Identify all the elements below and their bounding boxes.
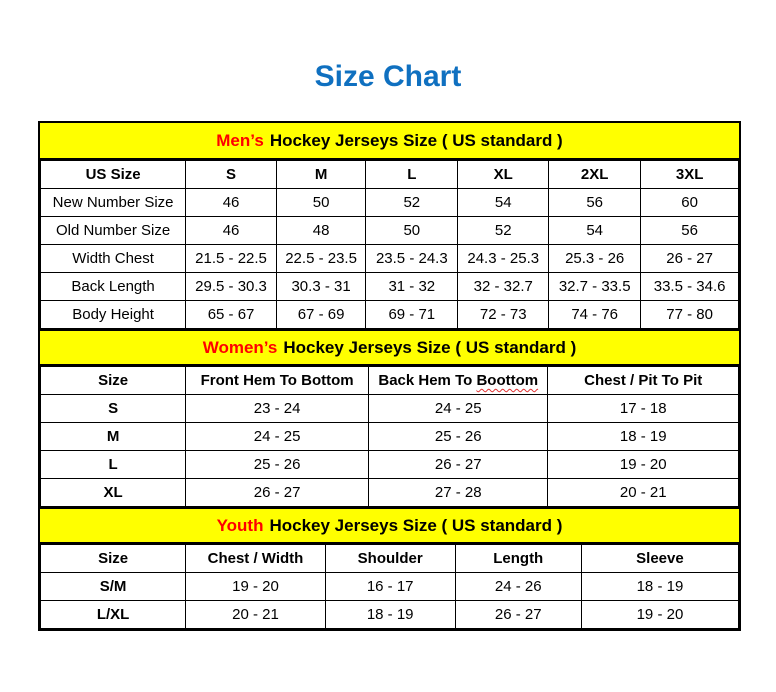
size-value: 23.5 - 24.3 (366, 245, 458, 273)
size-value: 50 (276, 189, 365, 217)
table-row (41, 601, 739, 629)
size-value: 19 - 20 (581, 601, 738, 629)
size-value: 29.5 - 30.3 (186, 273, 277, 301)
size-value: 23 - 24 (186, 395, 369, 423)
row-label: S/M (41, 573, 186, 601)
mens-column-header (366, 161, 458, 189)
youth-column-header (581, 545, 738, 573)
size-value: 25.3 - 26 (549, 245, 641, 273)
size-value: 26 - 27 (455, 601, 581, 629)
table-row (41, 245, 739, 273)
mens-column-header (641, 161, 739, 189)
column-header-label: Size (98, 550, 129, 567)
table-row (41, 189, 739, 217)
row-label: Old Number Size (41, 217, 186, 245)
column-header-label: XL (493, 166, 513, 183)
size-value: 21.5 - 22.5 (186, 245, 277, 273)
row-label: Width Chest (41, 245, 186, 273)
size-chart (38, 121, 741, 631)
size-value: 65 - 67 (186, 301, 277, 329)
size-value: 25 - 26 (369, 423, 548, 451)
size-value: 26 - 27 (369, 451, 548, 479)
table-row (41, 423, 739, 451)
size-value: 54 (549, 217, 641, 245)
youth-column-header (186, 545, 326, 573)
column-header-label: US Size (85, 166, 141, 183)
size-value: 72 - 73 (458, 301, 549, 329)
size-value: 54 (458, 189, 549, 217)
row-label: New Number Size (41, 189, 186, 217)
column-header-label: M (314, 166, 328, 183)
section-band-mens (40, 123, 739, 160)
row-label: L/XL (41, 601, 186, 629)
size-value: 56 (641, 217, 739, 245)
mens-column-header (41, 161, 186, 189)
size-value: 24.3 - 25.3 (458, 245, 549, 273)
table-row (41, 301, 739, 329)
size-value: 52 (366, 189, 458, 217)
youth-size-table (40, 544, 739, 629)
size-value: 16 - 17 (325, 573, 455, 601)
size-value: 18 - 19 (325, 601, 455, 629)
column-header-label: Front Hem To Bottom (200, 372, 354, 389)
column-header-label: Sleeve (636, 550, 684, 567)
size-value: 18 - 19 (548, 423, 739, 451)
size-value: 17 - 18 (548, 395, 739, 423)
column-header-label: 3XL (675, 166, 704, 183)
youth-column-header (325, 545, 455, 573)
column-header-label: S (226, 166, 237, 183)
size-value: 46 (186, 217, 277, 245)
size-value: 24 - 25 (369, 395, 548, 423)
size-value: 24 - 26 (455, 573, 581, 601)
column-header-label: Size (98, 372, 129, 389)
section-band-youth (40, 507, 739, 544)
size-value: 32.7 - 33.5 (549, 273, 641, 301)
size-value: 26 - 27 (186, 479, 369, 507)
column-header-label: L (407, 166, 417, 183)
column-header-label: 2XL (580, 166, 609, 183)
size-value: 25 - 26 (186, 451, 369, 479)
mens-column-header (186, 161, 277, 189)
size-value: 69 - 71 (366, 301, 458, 329)
size-value: 18 - 19 (581, 573, 738, 601)
size-value: 27 - 28 (369, 479, 548, 507)
youth-header-row (41, 545, 739, 573)
table-row (41, 573, 739, 601)
size-value: 31 - 32 (366, 273, 458, 301)
column-header-label: Back Hem To (378, 372, 477, 389)
size-value: 46 (186, 189, 277, 217)
womens-column-header (548, 367, 739, 395)
size-value: 48 (276, 217, 365, 245)
table-row (41, 395, 739, 423)
row-label: M (41, 423, 186, 451)
womens-column-header (369, 367, 548, 395)
table-row (41, 273, 739, 301)
misspelled-word: Boottom (476, 372, 539, 389)
band-text-youth: Hockey Jerseys Size ( US standard ) (269, 515, 563, 535)
row-label: Body Height (41, 301, 186, 329)
womens-header-row (41, 367, 739, 395)
size-value: 67 - 69 (276, 301, 365, 329)
band-highlight-womens: Women’s (202, 337, 278, 357)
size-value: 33.5 - 34.6 (641, 273, 739, 301)
column-header-label: Chest / Width (207, 550, 304, 567)
size-value: 77 - 80 (641, 301, 739, 329)
size-value: 19 - 20 (186, 573, 326, 601)
table-row (41, 451, 739, 479)
row-label: S (41, 395, 186, 423)
mens-column-header (276, 161, 365, 189)
size-value: 22.5 - 23.5 (276, 245, 365, 273)
womens-column-header (186, 367, 369, 395)
page-title: Size Chart (314, 60, 462, 93)
size-value: 30.3 - 31 (276, 273, 365, 301)
size-value: 32 - 32.7 (458, 273, 549, 301)
column-header-label: Length (493, 550, 544, 567)
size-value: 60 (641, 189, 739, 217)
row-label: XL (41, 479, 186, 507)
youth-column-header (41, 545, 186, 573)
band-text-womens: Hockey Jerseys Size ( US standard ) (283, 337, 577, 357)
section-band-womens (40, 329, 739, 366)
table-row (41, 217, 739, 245)
womens-column-header (41, 367, 186, 395)
column-header-label: Chest / Pit To Pit (584, 372, 703, 389)
band-highlight-youth: Youth (216, 515, 264, 535)
mens-header-row (41, 161, 739, 189)
size-value: 26 - 27 (641, 245, 739, 273)
size-value: 52 (458, 217, 549, 245)
size-value: 74 - 76 (549, 301, 641, 329)
youth-column-header (455, 545, 581, 573)
mens-column-header (458, 161, 549, 189)
table-row (41, 479, 739, 507)
size-value: 24 - 25 (186, 423, 369, 451)
mens-size-table (40, 160, 739, 329)
size-value: 20 - 21 (186, 601, 326, 629)
size-value: 19 - 20 (548, 451, 739, 479)
size-value: 20 - 21 (548, 479, 739, 507)
row-label: L (41, 451, 186, 479)
mens-column-header (549, 161, 641, 189)
band-text-mens: Hockey Jerseys Size ( US standard ) (269, 130, 563, 150)
size-value: 56 (549, 189, 641, 217)
band-highlight-mens: Men’s (216, 130, 264, 150)
column-header-label: Shoulder (357, 550, 423, 567)
row-label: Back Length (41, 273, 186, 301)
womens-size-table (40, 366, 739, 507)
size-value: 50 (366, 217, 458, 245)
